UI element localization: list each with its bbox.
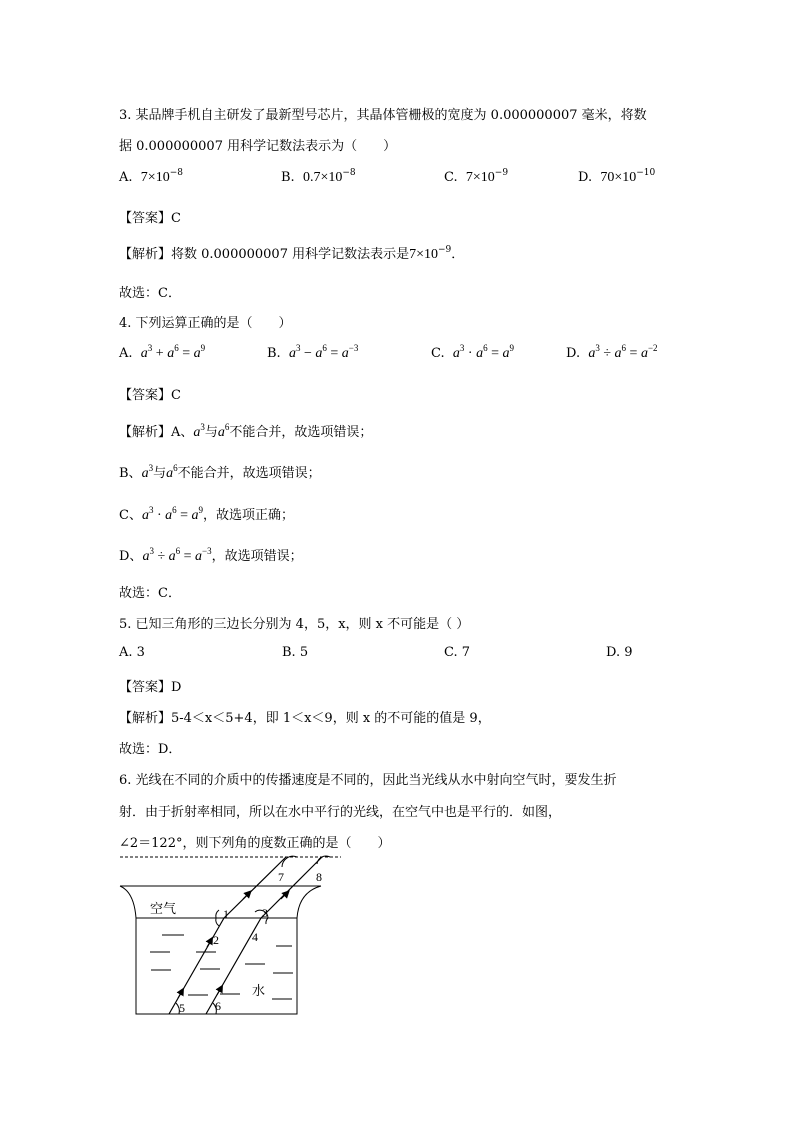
q5-option-a: A. 3	[119, 645, 145, 660]
q6-stem-line3: ∠2＝122°，则下列角的度数正确的是（ ）	[119, 836, 391, 851]
refraction-diagram	[116, 852, 346, 1022]
q4-analysis-c: C、$a^3 \cdot a^6 = a^9$，故选项正确；	[119, 505, 295, 523]
option-label: C.	[444, 170, 458, 185]
option-label: B.	[281, 170, 295, 185]
q5-analysis: 【解析】5-4＜x＜5+4，即 1＜x＜9，则 x 的不可能的值是 9，	[119, 711, 491, 726]
q5-option-c: C. 7	[444, 645, 471, 660]
water-label: 水	[252, 983, 266, 998]
arrow-left-lower	[178, 991, 182, 998]
q4-option-b: B. $a^3 - a^6 = a^{-3}$	[267, 343, 359, 361]
q4-option-a: A. $a^3 + a^6 = a^9$	[119, 343, 206, 361]
q4-analysis-d: D、$a^3 \div a^6 = a^{-3}$，故选项错误；	[119, 546, 303, 564]
q5-answer: 【答案】D	[119, 680, 182, 695]
option-label: B.	[267, 346, 281, 361]
arrow-left-upper	[207, 940, 211, 947]
analysis-exponent: −9	[438, 245, 452, 255]
q3-analysis	[119, 243, 464, 263]
q3-option-c	[444, 170, 508, 186]
option-label: C.	[431, 346, 445, 361]
arrow-air-left	[243, 893, 249, 899]
q5-stem: 5. 已知三角形的三边长分别为 4，5，x，则 x 不可能是（ ）	[119, 617, 470, 632]
option-label: D.	[566, 346, 581, 361]
q6-stem-line1: 6. 光线在不同的介质中的传播速度是不同的，因此当光线从水中射向空气时，要发生折	[119, 773, 617, 788]
q4-answer: 【答案】C	[119, 388, 181, 403]
q3-conclusion: 故选：C．	[119, 286, 181, 301]
option-label: D.	[578, 170, 593, 185]
q6-stem-line2: 射．由于折射率相同，所以在水中平行的光线，在空气中也是平行的．如图，	[119, 805, 562, 820]
angle-label-3: 3	[262, 906, 268, 920]
option-mantissa: 7×10	[465, 170, 495, 185]
angle-label-8: 8	[316, 870, 322, 884]
q5-option-d: D. 9	[606, 645, 633, 660]
air-label: 空气	[150, 901, 177, 916]
option-mantissa: 0.7×10	[302, 170, 343, 185]
water-hash-marks	[150, 935, 293, 999]
angle-label-4: 4	[252, 930, 258, 944]
analysis-text: 【解析】将数 0.000000007 用科学记数法表示是	[119, 247, 410, 262]
option-exponent: −10	[636, 168, 656, 178]
q3-option-b	[281, 170, 356, 186]
option-exponent: −9	[494, 168, 509, 178]
q5-conclusion: 故选：D．	[119, 742, 182, 757]
q4-analysis-a: 【解析】A、$a^3$与$a^6$不能合并，故选项错误；	[119, 422, 373, 440]
q3-option-a	[119, 170, 183, 186]
q4-conclusion: 故选：C．	[119, 586, 181, 601]
angle-label-2: 2	[213, 933, 219, 947]
analysis-mantissa: 7×10	[409, 247, 439, 262]
analysis-suffix: ．	[451, 247, 465, 262]
angle-label-5: 5	[179, 1001, 185, 1015]
angle-label-1: 1	[223, 907, 229, 921]
air-ray-left	[224, 857, 286, 918]
air-ray-right	[261, 857, 322, 918]
option-mantissa: 70×10	[600, 170, 637, 185]
option-label: A.	[119, 170, 133, 185]
option-exponent: −8	[342, 168, 356, 178]
q3-stem-line1: 3. 某品牌手机自主研发了最新型号芯片，其晶体管栅极的宽度为 0.000000007 毫米，将数	[119, 108, 647, 123]
angle-label-7: 7	[278, 870, 284, 884]
q4-stem: 4. 下列运算正确的是（ ）	[119, 316, 292, 331]
q3-answer: 【答案】C	[119, 211, 181, 226]
option-mantissa: 7×10	[140, 170, 170, 185]
option-label: A.	[119, 346, 133, 361]
q3-stem-line2: 据 0.000000007 用科学记数法表示为（ ）	[119, 139, 397, 154]
q5-option-b: B. 5	[282, 645, 309, 660]
angle-label-6: 6	[215, 999, 221, 1013]
option-exponent: −8	[169, 168, 183, 178]
q4-option-c: C. $a^3 \cdot a^6 = a^9$	[431, 343, 514, 361]
q4-analysis-b: B、$a^3$与$a^6$不能合并，故选项错误；	[119, 463, 321, 481]
q4-option-d: D. $a^3 \div a^6 = a^{-2}$	[566, 343, 658, 361]
arrow-air-right	[281, 893, 287, 899]
q3-option-d	[578, 170, 655, 186]
refraction-figure	[116, 852, 346, 1026]
